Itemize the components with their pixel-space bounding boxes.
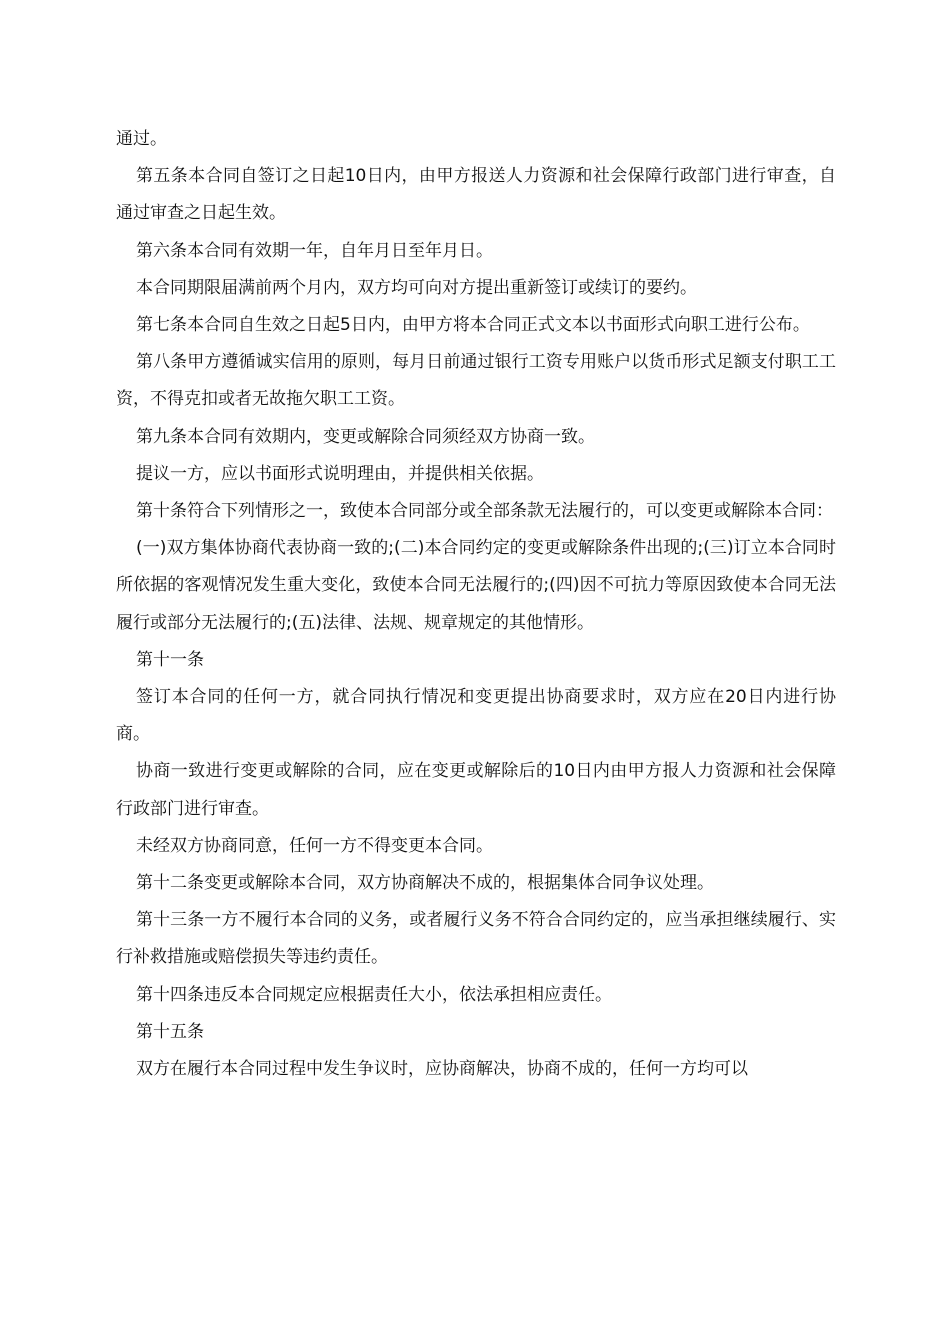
paragraph: 未经双方协商同意，任何一方不得变更本合同。: [136, 835, 493, 856]
paragraph: 通过。: [116, 129, 167, 149]
heading-article-15: 第十五条: [136, 1021, 204, 1042]
paragraph: 本合同期限届满前两个月内，双方均可向对方提出重新签订或续订的要约。: [136, 277, 697, 298]
paragraph-article-9: 第九条本合同有效期内，变更或解除合同须经双方协商一致。: [136, 426, 595, 447]
paragraph-article-13: 第十三条一方不履行本合同的义务，或者履行义务不符合合同约定的，应当承担继续履行、实行补救措施或赔偿损失等违约责任。: [116, 910, 836, 968]
document-body: [116, 121, 836, 1088]
paragraph: 协商一致进行变更或解除的合同，应在变更或解除后的10日内由甲方报人力资源和社会保障行政部门进行审查。: [116, 761, 836, 819]
heading-article-11: 第十一条: [136, 649, 204, 670]
paragraph-list-conditions: (一)双方集体协商代表协商一致的;(二)本合同约定的变更或解除条件出现的;(三)订立本合同时所依据的客观情况发生重大变化，致使本合同无法履行的;(四)因不可抗力等原因致使本合同无法履行或部分无法履行的;(五)法律、法规、规章规定的其他情形。: [116, 538, 836, 633]
paragraph-article-6: 第六条本合同有效期一年，自年月日至年月日。: [136, 240, 493, 261]
paragraph-article-5: 第五条本合同自签订之日起10日内，由甲方报送人力资源和社会保障行政部门进行审查，自通过审查之日起生效。: [116, 166, 836, 224]
paragraph: 提议一方，应以书面形式说明理由，并提供相关依据。: [136, 463, 544, 484]
paragraph: 签订本合同的任何一方，就合同执行情况和变更提出协商要求时，双方应在20日内进行协商。: [116, 687, 836, 745]
paragraph-article-12: 第十二条变更或解除本合同，双方协商解决不成的，根据集体合同争议处理。: [136, 873, 714, 894]
paragraph: 双方在履行本合同过程中发生争议时，应协商解决，协商不成的，任何一方均可以: [136, 1059, 748, 1080]
paragraph-article-10: 第十条符合下列情形之一，致使本合同部分或全部条款无法履行的，可以变更或解除本合同：: [136, 501, 833, 522]
paragraph-article-7: 第七条本合同自生效之日起5日内，由甲方将本合同正式文本以书面形式向职工进行公布。: [136, 315, 810, 336]
paragraph-article-8: 第八条甲方遵循诚实信用的原则，每月日前通过银行工资专用账户以货币形式足额支付职工工资，不得克扣或者无故拖欠职工工资。: [116, 352, 836, 410]
paragraph-article-14: 第十四条违反本合同规定应根据责任大小，依法承担相应责任。: [136, 984, 612, 1005]
